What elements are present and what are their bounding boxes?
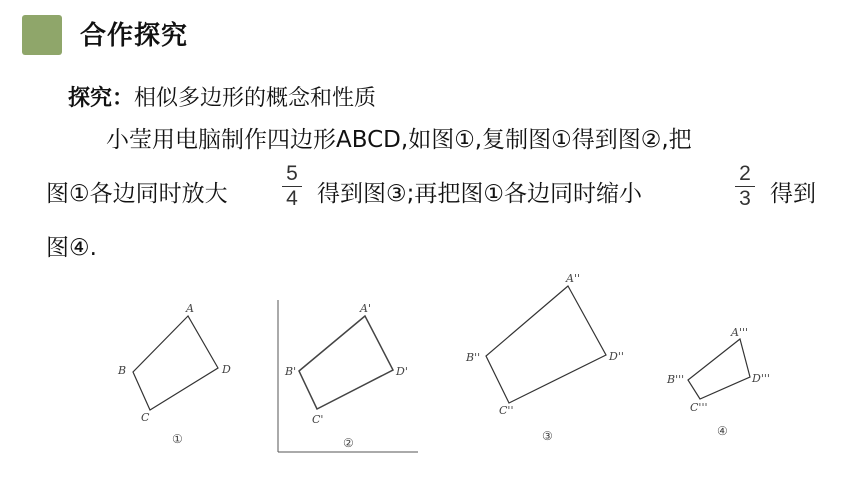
- vertex-a-double-prime-label: A'': [566, 272, 580, 285]
- vertex-d-label: D: [222, 363, 231, 376]
- vertex-b-label: B: [118, 364, 127, 377]
- vertex-d-prime-label: D': [396, 365, 408, 378]
- paragraph-line-1: 小莹用电脑制作四边形ABCD,如图①,复制图①得到图②,把: [106, 127, 692, 153]
- quadrilateral-abcd-double-prime: [486, 286, 606, 403]
- vertex-a-label: A: [186, 302, 194, 315]
- shrink-numerator: 2: [739, 162, 751, 185]
- vertex-b-double-prime-label: B'': [466, 351, 481, 364]
- quadrilateral-abcd-prime: [299, 316, 393, 409]
- figure-2-caption: ②: [343, 436, 354, 450]
- vertex-d-double-prime-label: D'': [609, 350, 624, 363]
- vertex-c-double-prime-label: C'': [499, 404, 514, 417]
- vertex-a-triple-prime-label: A''': [731, 326, 749, 339]
- inquiry-topic: 相似多边形的概念和性质: [134, 86, 377, 111]
- enlarge-denominator: 4: [286, 187, 298, 210]
- paragraph-line-2c: 得到: [770, 181, 816, 207]
- paragraph-line-2a: 图①各边同时放大: [46, 181, 228, 207]
- figure-3: [465, 272, 624, 443]
- vertex-c-label: C: [141, 411, 150, 424]
- figure-3-caption: ③: [542, 429, 553, 443]
- figure-2: [278, 300, 418, 452]
- figure-4: [666, 326, 770, 438]
- figure-1-caption: ①: [172, 432, 183, 446]
- enlarge-numerator: 5: [286, 162, 298, 185]
- figure-4-caption: ④: [717, 424, 728, 438]
- vertex-c-prime-label: C': [312, 413, 324, 426]
- vertex-d-triple-prime-label: D''': [752, 372, 770, 385]
- quadrilateral-abcd: [133, 316, 218, 410]
- vertex-b-prime-label: B': [285, 365, 297, 378]
- figure-1: [117, 302, 231, 446]
- vertex-c-triple-prime-label: C''': [690, 401, 708, 414]
- paragraph-line-2b: 得到图③;再把图①各边同时缩小: [317, 181, 642, 207]
- inquiry-label: 探究：: [68, 86, 135, 111]
- paragraph-line-3: 图④.: [46, 235, 97, 261]
- shrink-denominator: 3: [739, 187, 751, 210]
- section-title: 合作探究: [80, 21, 189, 51]
- vertex-b-triple-prime-label: B''': [667, 373, 685, 386]
- vertex-a-prime-label: A': [360, 302, 371, 315]
- quadrilateral-abcd-triple-prime: [688, 339, 750, 399]
